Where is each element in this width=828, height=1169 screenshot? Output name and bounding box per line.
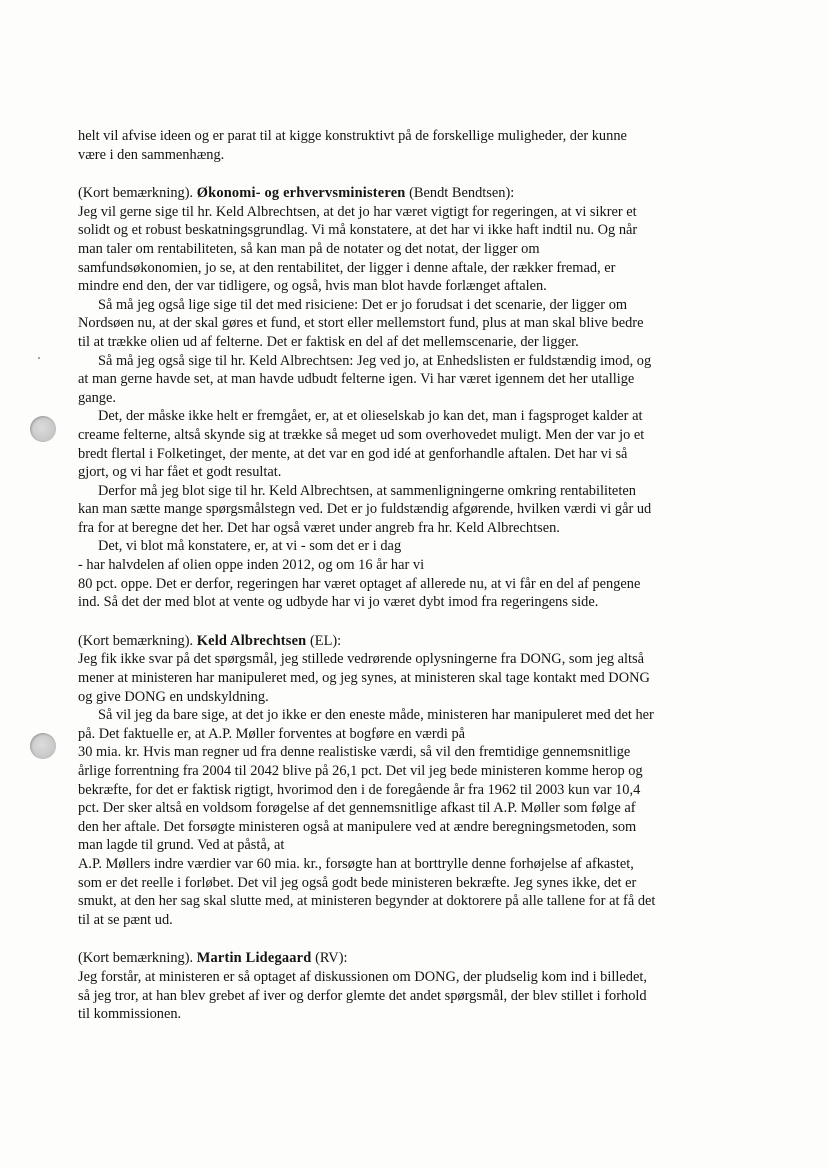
speech-block (78, 127, 758, 164)
text-line: 30 mia. kr. Hvis man regner ud fra denne realistiske værdi, så vil den fremtidige gennemsnitlige (78, 744, 631, 761)
speaker-name: Keld Albrechtsen (196, 632, 307, 649)
speech-block (78, 184, 758, 612)
speaker-heading (78, 949, 758, 968)
text-line: Så vil jeg da bare sige, at det jo ikke er den eneste måde, ministeren har manipuleret med det her (98, 707, 654, 724)
text-line: på. Det faktuelle er, at A.P. Møller forventes at bogføre en værdi på (78, 725, 466, 742)
text-line: Derfor må jeg blot sige til hr. Keld Albrechtsen, at sammenligningerne omkring rentabiliteten (98, 482, 636, 499)
text-line: så jeg tror, at han blev grebet af iver og derfor glemte det andet spørgsmål, der blev stillet i forhold (78, 987, 647, 1004)
text-line: Så må jeg også sige til hr. Keld Albrechtsen: Jeg ved jo, at Enhedslisten er fuldstændig imod, og (98, 352, 652, 369)
text-line: Det, vi blot må konstatere, er, at vi - som det er i dag (98, 538, 402, 555)
text-line: Så må jeg også lige sige til det med risiciene: Det er jo forudsat i det scenarie, der ligger om (98, 296, 628, 313)
text-line: at man gerne havde set, at man havde udbudt felterne igen. Vi har været igennem det her utallige (78, 371, 635, 388)
text-line: helt vil afvise ideen og er parat til at kigge konstruktivt på de forskellige muligheder, der kunne (78, 128, 627, 144)
text-line: gange. (78, 389, 116, 406)
text-line: som er det reelle i forløbet. Det vil jeg også godt bede ministeren bekræfte. Jeg synes ikke, det er (78, 874, 637, 891)
text-line: creame felterne, altså skynde sig at trække så meget ud som overhovedet muligt. Men der var jo et (78, 426, 645, 443)
text-line: - har halvdelen af olien oppe inden 2012, og om 16 år har vi (78, 557, 425, 574)
document-body (78, 127, 758, 1024)
speech-block (78, 632, 758, 930)
text-line: smukt, at den her sag skal slutte med, at ministeren begynder at doktorere på alle tallene for at få det (78, 893, 656, 910)
text-line: Nordsøen nu, at der skal gøres et fund, et stort eller mellemstort fund, plus at man skal blive bedre (78, 315, 644, 332)
text-line: A.P. Møllers indre værdier var 60 mia. kr., forsøgte han at borttrylle denne forhøjelse af afkastet, (78, 855, 634, 872)
punch-hole-top (30, 416, 56, 442)
text-line: og give DONG en undskyldning. (78, 688, 269, 705)
text-line: Jeg forstår, at ministeren er så optaget af diskussionen om DONG, der pludselig kom ind i billedet, (78, 968, 647, 985)
paragraph-gap (78, 929, 758, 949)
speaker-affiliation: (RV): (315, 950, 348, 967)
scan-speck (38, 357, 40, 359)
text-line: være i den sammenhæng. (78, 146, 225, 163)
text-line: solidt og et robust beskatningsgrundlag. Vi må konstatere, at det har vi ikke haft indtil nu. Og når (78, 222, 638, 239)
speaker-affiliation: (EL): (310, 632, 342, 649)
text-line: 80 pct. oppe. Det er derfor, regeringen har været optaget af allerede nu, at vi får en del af pengene (78, 575, 641, 592)
text-line: man lagde til grund. Ved at påstå, at (78, 837, 285, 854)
text-line: til kommissionen. (78, 1006, 182, 1023)
text-line: man taler om rentabiliteten, så kan man på de notater og det notat, der ligger om (78, 240, 540, 257)
text-line: Jeg vil gerne sige til hr. Keld Albrechtsen, at det jo har været vigtigt for regeringen, at vi sikrer et (78, 203, 637, 220)
text-line: årlige forrentning fra 2004 til 2042 blive på 26,1 pct. Det vil jeg bede ministeren komme herop og (78, 763, 643, 779)
text-line: til at se pænt ud. (78, 911, 173, 928)
remark-label: (Kort bemærkning). (78, 950, 194, 967)
remark-label: (Kort bemærkning). (78, 185, 194, 202)
paragraph-gap (78, 612, 758, 632)
text-line: til at trække olien ud af felterne. Det er faktisk en del af det mellemscenarie, der ligger. (78, 333, 579, 350)
speaker-name: Økonomi- og erhvervsministeren (196, 185, 406, 202)
speaker-heading (78, 632, 758, 651)
text-line: mindre end den, der var tidligere, og også, hvis man blot havde forlænget aftalen. (78, 278, 547, 295)
text-line: Det, der måske ikke helt er fremgået, er, at et olieselskab jo kan det, man i fagsproget kalder at (98, 408, 643, 425)
speaker-heading (78, 184, 758, 203)
text-line: kan man sætte mange spørgsmålstegn ved. Det er jo fuldstændig afgørende, hvilken værdi vi går ud (78, 501, 652, 518)
text-line: bredt flertal i Folketinget, der mente, at det var en god idé at genforhandle aftalen. Det har vi så (78, 445, 628, 462)
text-line: Jeg fik ikke svar på det spørgsmål, jeg stillede vedrørende oplysningerne fra DONG, som jeg altså (78, 651, 645, 668)
speaker-name: Martin Lidegaard (196, 950, 312, 967)
text-line: pct. Der sker altså en voldsom forøgelse af det gennemsnitlige afkast til A.P. Møller som følge af (78, 800, 636, 817)
paragraph-gap (78, 164, 758, 184)
text-line: gjort, og vi har fået et godt resultat. (78, 464, 282, 481)
remark-label: (Kort bemærkning). (78, 632, 194, 649)
text-line: den her aftale. Det forsøgte ministeren også at manipulere ved at ændre beregningsmetoden, som (78, 818, 637, 835)
text-line: bekræfte, for det er faktisk rigtigt, hvorimod den i de foregående år fra 1962 til 2003 kun var 10,4 (78, 781, 641, 798)
text-line: ind. Så det der med blot at vente og udbyde har vi jo været dybt imod fra regeringens side. (78, 594, 599, 611)
speaker-affiliation: (Bendt Bendtsen): (409, 185, 515, 202)
text-line: mener at ministeren har manipuleret med, og jeg synes, at ministeren skal tage kontakt med DONG (78, 670, 650, 687)
punch-hole-bottom (30, 733, 56, 759)
text-line: samfundsøkonomien, jo se, at den rentabilitet, der ligger i denne aftale, der rækker fremad, er (78, 259, 616, 276)
text-line: fra for at beregne det her. Det har også været under angreb fra hr. Keld Albrechtsen. (78, 519, 560, 536)
speech-block (78, 949, 758, 1023)
